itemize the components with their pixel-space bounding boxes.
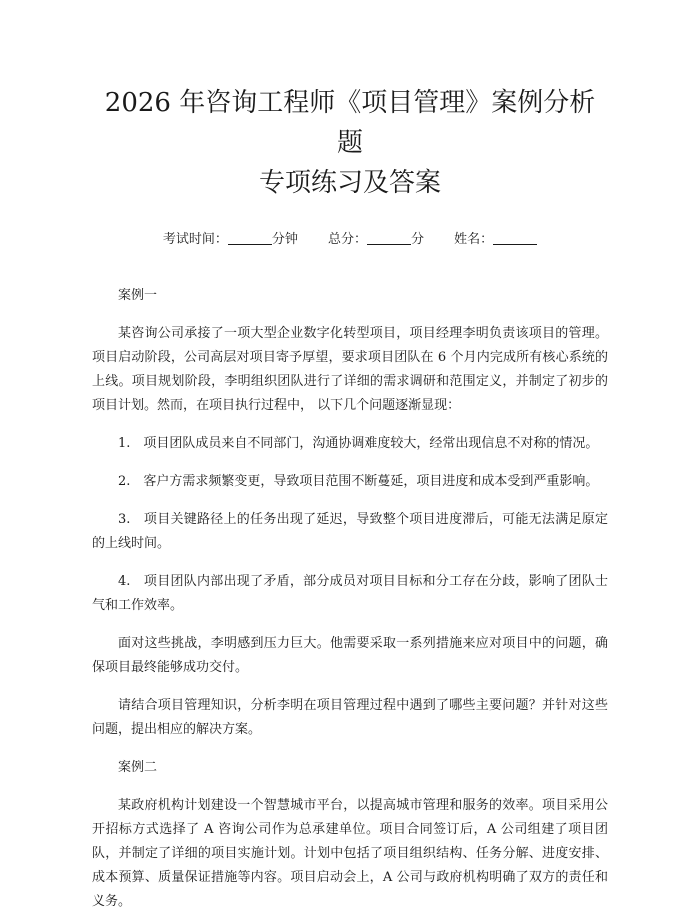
document-title (92, 0, 608, 203)
document-body (92, 284, 608, 914)
case-1-intro: 某咨询公司承接了一项大型企业数字化转型项目，项目经理李明负责该项目的管理。项目启动阶段，公司高层对项目寄予厚望，要求项目团队在 6 个月内完成所有核心系统的上线。项目规划阶段，李明组织团队进行了详细的需求调研和范围定义，并制定了初步的项目计划。然而，在项目执行过程中， 以下几个问题逐渐显现： (92, 326, 608, 413)
total-score-label: 总分： (327, 232, 367, 247)
exam-time-unit: 分钟 (271, 232, 298, 247)
case-2-intro: 某政府机构计划建设一个智慧城市平台，以提高城市管理和服务的效率。项目采用公开招标方式选择了 A 咨询公司作为总承建单位。项目合同签订后，A 公司组建了项目团队，并制定了详细的项目实施计划。计划中包括了项目组织结构、任务分解、进度安排、成本预算、质量保证措施等内容。项目启动会上，A 公司与政府机构明确了双方的责任和义务。 (92, 798, 608, 909)
total-score (328, 230, 424, 250)
candidate-name-label: 姓名： (454, 232, 494, 247)
title-line-1: 2026 年咨询工程师《项目管理》案例分析题 (104, 88, 596, 158)
exam-time-blank (228, 244, 272, 245)
candidate-name-blank (493, 244, 537, 245)
case-1-heading: 案例一 (118, 288, 158, 303)
exam-meta (92, 230, 608, 250)
title-line-2: 专项练习及答案 (258, 168, 441, 198)
candidate-name (454, 230, 537, 250)
case-2-heading: 案例二 (118, 760, 158, 775)
case-1-item-3: 3. 项目关键路径上的任务出现了延迟，导致整个项目进度滞后，可能无法满足原定的上线时间。 (92, 512, 608, 551)
exam-time (163, 230, 298, 250)
total-score-unit: 分 (411, 232, 425, 247)
case-1-question: 请结合项目管理知识，分析李明在项目管理过程中遇到了哪些主要问题？并针对这些问题，提出相应的解决方案。 (92, 698, 608, 737)
case-1-item-1: 1. 项目团队成员来自不同部门，沟通协调难度较大，经常出现信息不对称的情况。 (118, 436, 599, 451)
case-1-paragraph: 面对这些挑战，李明感到压力巨大。他需要采取一系列措施来应对项目中的问题，确保项目最终能够成功交付。 (92, 636, 608, 675)
total-score-blank (367, 244, 411, 245)
case-1-item-2: 2. 客户方需求频繁变更，导致项目范围不断蔓延，项目进度和成本受到严重影响。 (118, 474, 599, 489)
case-1-item-4: 4. 项目团队内部出现了矛盾，部分成员对项目目标和分工存在分歧，影响了团队士气和工作效率。 (92, 574, 608, 613)
exam-time-label: 考试时间： (162, 232, 228, 247)
